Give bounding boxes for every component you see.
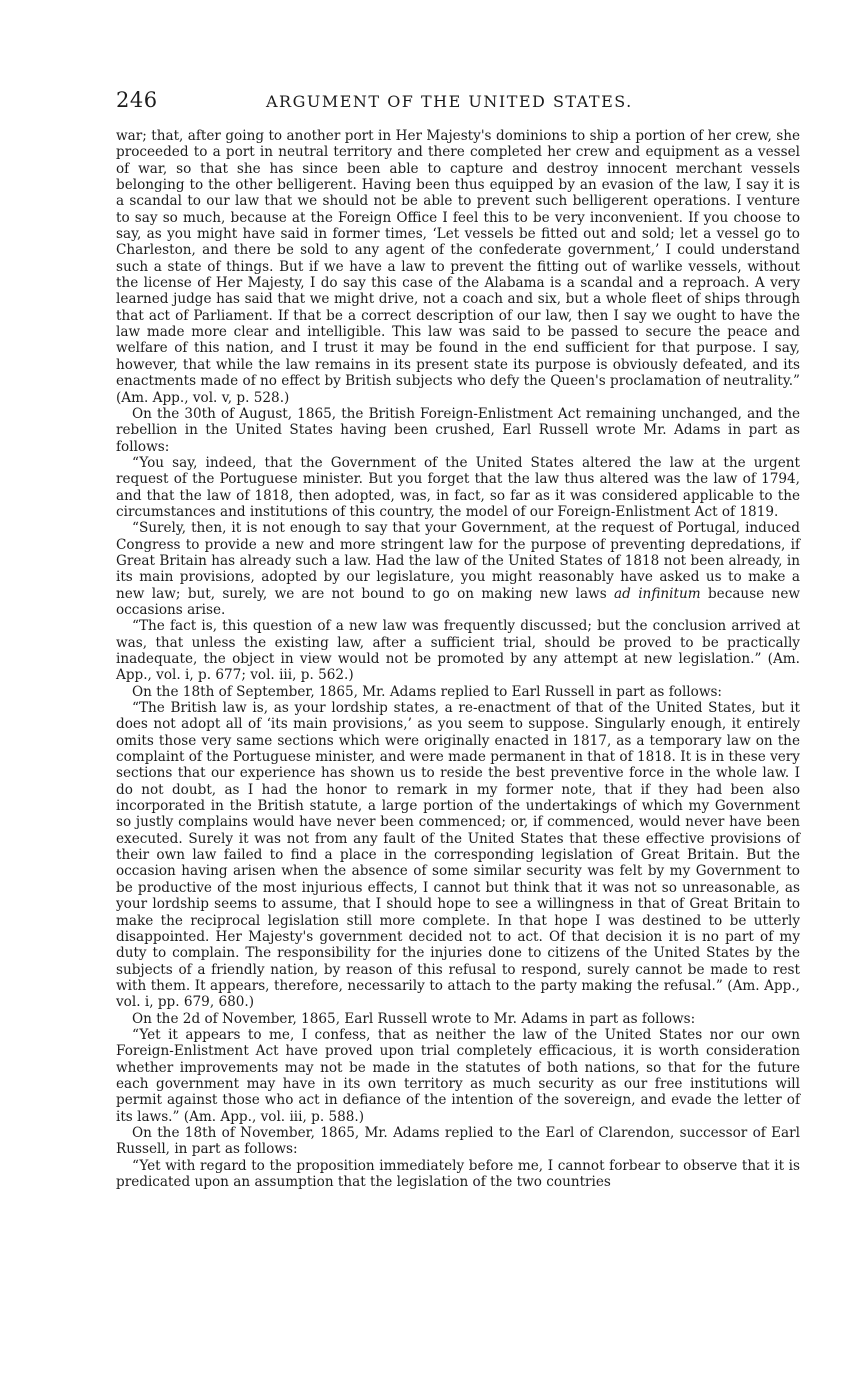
paragraph-quote-british-law: “The British law is, as your lordship states, a re-enactment of that of the United States, but it does not adopt all of ‘its main provisions,’ as you seem to suppose. Singularly enough, it entirely omits those very same sections which were originally enacted in 1817, as a temporary law on the complaint of the Portuguese minister, and were made permanent in that of 1818. It is in these very sections that our experience has shown us to reside the best preventive force in the whole law. I do not doubt, as I had the honor to remark in my former note, that if they had been also incorporated in the British statute, a large portion of the undertakings of which my Government so justly complains would have never been commenced; or, if commenced, would never have been executed. Surely it was not from any fault of the United States that these effective provisions of their own law failed to find a place in the corresponding legislation of Great Britain. But the occasion having arisen when the absence of some similar security was felt by my Government to be productive of the most injurious effects, I cannot but think that it was not so unreasonable, as your lordship seems to assume, that I should hope to see a willingness in that of Great Britain to make the reciprocal legislation still more complete. In that hope I was destined to be utterly disappointed. Her Majesty's government decided not to act. Of that decision it is no part of my duty to complain. The responsibility for the injuries done to citizens of the United States by the subjects of a friendly nation, by reason of this refusal to respond, surely cannot be made to rest with them. It appears, therefore, necessarily to attach to the party making the refusal.” (Am. App., vol. i, pp. 679, 680.): [116, 700, 800, 1011]
running-head: ARGUMENT OF THE UNITED STATES.: [266, 92, 633, 111]
paragraph-russell-aug-1865: On the 30th of August, 1865, the British Foreign-Enlistment Act remaining unchanged, and the rebellion in the United States having been crushed, Earl Russell wrote Mr. Adams in part as follows:: [116, 405, 800, 455]
paragraph-quote-portuguese-minister: “You say, indeed, that the Government of the United States altered the law at the urgent request of the Portuguese minister. But you forget that the law thus altered was the law of 1794, and that the law of 1818, then adopted, was, in fact, so far as it was considered applicable to the circumstances and institutions of this country, the model of our Foreign-Enlistment Act of 1819.: [116, 454, 800, 520]
page-header: [116, 88, 800, 128]
body-text: [116, 128, 800, 1190]
paragraph-quote-yet-with-regard: “Yet with regard to the proposition immediately before me, I cannot forbear to observe that it is predicated upon an assumption that the legislation of the two countries: [116, 1157, 800, 1190]
book-page: [116, 88, 800, 1190]
paragraph-quote-surely-then: [116, 520, 800, 618]
paragraph-text: “Surely, then, it is not enough to say that your Government, at the request of Portugal, induced Congress to provide a new and more stringent law for the purpose of preventing depredations, if Great Britain has already such a law. Had the law of the United States of 1818 not been already, in its main provisions, adopted by our legislature, you might reasonably have asked us to make a new law; but, surely, we are not bound to go on making new laws: [116, 520, 800, 602]
paragraph-russell-nov-1865: On the 2d of November, 1865, Earl Russell wrote to Mr. Adams in part as follows:: [132, 1010, 696, 1027]
paragraph-adams-nov-1865: On the 18th of November, 1865, Mr. Adams replied to the Earl of Clarendon, successor of Earl Russell, in part as follows:: [116, 1124, 800, 1158]
italic-phrase: ad infinitum: [614, 585, 701, 602]
paragraph-continued-quote: war; that, after going to another port in Her Majesty's dominions to ship a portion of her crew, she proceeded to a port in neutral territory and there completed her crew and equipment as a vessel of war, so that she has since been able to capture and destroy innocent merchant vessels belonging to the other belligerent. Having been thus equipped by an evasion of the law, I say it is a scandal to our law that we should not be able to prevent such belligerent operations. I venture to say so much, because at the Foreign Office I feel this to be very inconvenient. If you choose to say, as you might have said in former times, ‘Let vessels be fitted out and sold; let a vessel go to Charleston, and there be sold to any agent of the confederate government,’ I could understand such a state of things. But if we have a law to prevent the fitting out of warlike vessels, without the license of Her Majesty, I do say this case of the Alabama is a scandal and a reproach. A very learned judge has said that we might drive, not a coach and six, but a whole fleet of ships through that act of Parliament. If that be a correct description of our law, then I say we ought to have the law made more clear and intelligible. This law was said to be passed to secure the peace and welfare of this nation, and I trust it may be found in the end sufficient for that purpose. I say, however, that while the law remains in its present state its purpose is obviously defeated, and its enactments made of no effect by British subjects who defy the Queen's proclamation of neutrality.” (Am. App., vol. v, p. 528.): [116, 128, 800, 406]
paragraph-adams-sep-1865: On the 18th of September, 1865, Mr. Adams replied to Earl Russell in part as follows:: [132, 683, 723, 700]
paragraph-quote-the-fact-is: “The fact is, this question of a new law was frequently discussed; but the conclusion arrived at was, that unless the existing law, after a sufficient trial, should be proved to be practically inadequate, the object in view would not be promoted by any attempt at new legislation.” (Am. App., vol. i, p. 677; vol. iii, p. 562.): [116, 618, 800, 684]
page-number: 246: [116, 88, 158, 112]
paragraph-text: because new occasions arise.: [116, 585, 801, 618]
paragraph-quote-yet-it-appears: “Yet it appears to me, I confess, that as neither the law of the United States nor our own Foreign-Enlistment Act have proved upon trial completely efficacious, it is worth consideration whether improvements may not be made in the statutes of both nations, so that for the future each government may have in its own territory as much security as our free institutions will permit against those who act in defiance of the intention of the sovereign, and evade the letter of its laws.” (Am. App., vol. iii, p. 588.): [116, 1026, 800, 1125]
